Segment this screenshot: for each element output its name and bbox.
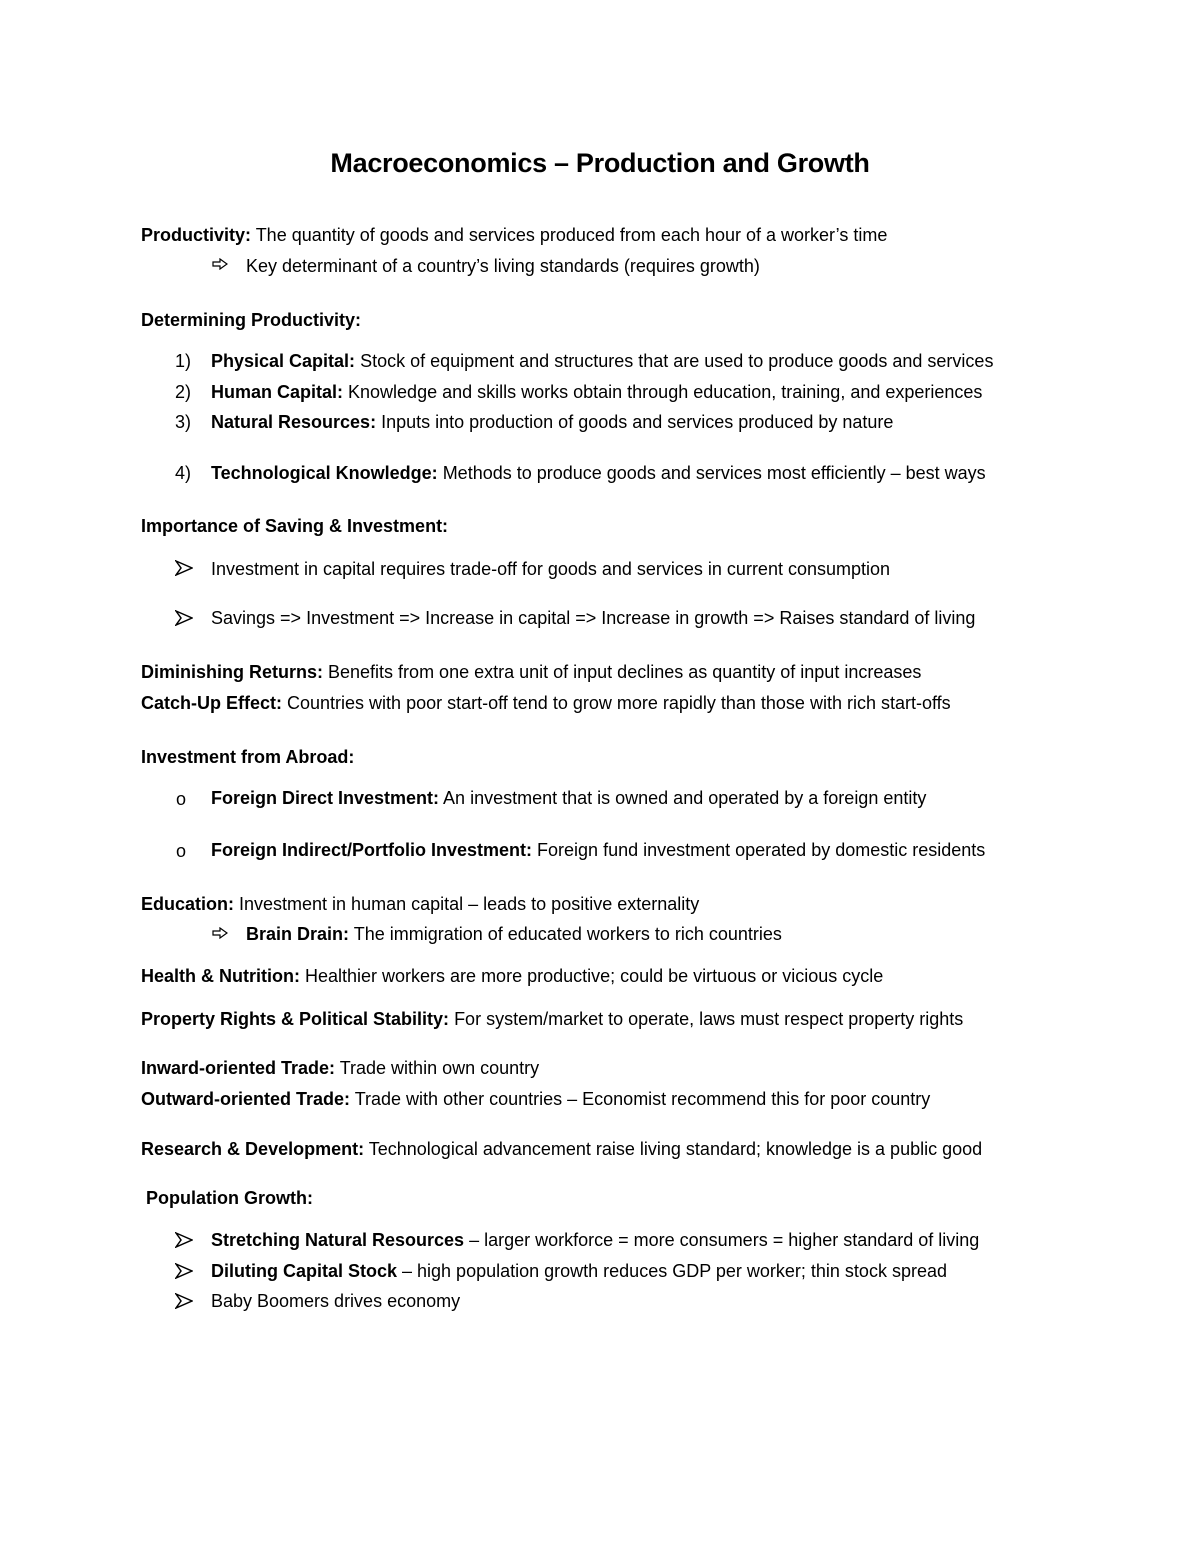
- list-number: 1): [175, 351, 192, 371]
- catch-up-line: [141, 692, 951, 714]
- research-term: Research & Development:: [141, 1139, 365, 1159]
- property-text: For system/market to operate, laws must respect property rights: [449, 1009, 964, 1029]
- abroad-heading: Investment from Abroad:: [141, 747, 355, 767]
- abroad-item-text: Foreign fund investment operated by domestic residents: [532, 840, 986, 860]
- education-text: Investment in human capital – leads to positive externality: [234, 894, 700, 914]
- population-item-text: – larger workforce = more consumers = higher standard of living: [464, 1230, 980, 1250]
- population-item-text: – high population growth reduces GDP per worker; thin stock spread: [397, 1261, 947, 1281]
- health-line: [141, 965, 883, 987]
- arrowhead-bullet-icon: [175, 1232, 193, 1248]
- population-item-term: Diluting Capital Stock: [211, 1261, 398, 1281]
- list-item-text: Inputs into production of goods and services produced by nature: [376, 412, 894, 432]
- list-item-term: Physical Capital:: [211, 351, 356, 371]
- brain-drain-line: [246, 923, 782, 945]
- arrowhead-bullet-icon: [175, 610, 193, 626]
- health-text: Healthier workers are more productive; could be virtuous or vicious cycle: [300, 966, 884, 986]
- abroad-item-text: An investment that is owned and operated by a foreign entity: [439, 788, 927, 808]
- list-item-text: Knowledge and skills works obtain through education, training, and experiences: [343, 382, 983, 402]
- diminishing-returns-line: [141, 661, 921, 683]
- list-item-physical-capital: [211, 350, 993, 372]
- abroad-item-portfolio: [211, 839, 985, 861]
- list-number: 3): [175, 412, 192, 432]
- determining-heading: Determining Productivity:: [141, 310, 362, 330]
- productivity-subpoint: Key determinant of a country’s living standards (requires growth): [246, 256, 760, 276]
- outline-right-arrow-icon: [212, 927, 228, 939]
- catch-up-text: Countries with poor start-off tend to grow more rapidly than those with rich start-offs: [282, 693, 951, 713]
- population-item: [211, 1260, 947, 1282]
- outline-right-arrow-icon: [212, 258, 228, 270]
- list-item-term: Technological Knowledge:: [211, 463, 438, 483]
- arrowhead-bullet-icon: [175, 1263, 193, 1279]
- list-item-natural-resources: [211, 411, 893, 433]
- research-text: Technological advancement raise living standard; knowledge is a public good: [364, 1139, 983, 1159]
- saving-heading: Importance of Saving & Investment:: [141, 516, 449, 536]
- list-item-text: Methods to produce goods and services most efficiently – best ways: [437, 463, 986, 483]
- list-item-human-capital: [211, 381, 982, 403]
- abroad-item-term: Foreign Direct Investment:: [211, 788, 440, 808]
- list-number: 4): [175, 463, 192, 483]
- population-item: [211, 1229, 979, 1251]
- diminishing-text: Benefits from one extra unit of input declines as quantity of input increases: [323, 662, 922, 682]
- population-item: [211, 1290, 460, 1312]
- population-item-term: Stretching Natural Resources: [211, 1230, 465, 1250]
- productivity-term: Productivity:: [141, 225, 252, 245]
- abroad-item-term: Foreign Indirect/Portfolio Investment:: [211, 840, 533, 860]
- circle-bullet: o: [176, 841, 187, 861]
- education-term: Education:: [141, 894, 234, 914]
- circle-bullet: o: [176, 789, 187, 809]
- inward-text: Trade within own country: [335, 1058, 540, 1078]
- brain-drain-term: Brain Drain:: [246, 924, 350, 944]
- population-heading: Population Growth:: [146, 1188, 313, 1208]
- education-line: [141, 893, 699, 915]
- research-line: [141, 1138, 982, 1160]
- property-term: Property Rights & Political Stability:: [141, 1009, 450, 1029]
- health-term: Health & Nutrition:: [141, 966, 300, 986]
- list-item-term: Human Capital:: [211, 382, 344, 402]
- outward-trade-line: [141, 1088, 930, 1110]
- inward-term: Inward-oriented Trade:: [141, 1058, 336, 1078]
- productivity-line: [141, 224, 887, 246]
- catch-up-term: Catch-Up Effect:: [141, 693, 283, 713]
- inward-trade-line: [141, 1057, 539, 1079]
- page-title: Macroeconomics – Production and Growth: [330, 148, 870, 178]
- list-item-technological-knowledge: [211, 462, 986, 484]
- outward-term: Outward-oriented Trade:: [141, 1089, 351, 1109]
- list-item-text: Stock of equipment and structures that are used to produce goods and services: [355, 351, 994, 371]
- arrowhead-bullet-icon: [175, 560, 193, 576]
- property-line: [141, 1008, 963, 1030]
- saving-item: Investment in capital requires trade-off for goods and services in current consumption: [211, 559, 891, 579]
- brain-drain-text: The immigration of educated workers to rich countries: [349, 924, 782, 944]
- productivity-definition: The quantity of goods and services produced from each hour of a worker’s time: [251, 225, 888, 245]
- list-number: 2): [175, 382, 192, 402]
- diminishing-term: Diminishing Returns:: [141, 662, 324, 682]
- arrowhead-bullet-icon: [175, 1293, 193, 1309]
- outward-text: Trade with other countries – Economist recommend this for poor country: [350, 1089, 931, 1109]
- population-item-text: Baby Boomers drives economy: [211, 1291, 461, 1311]
- abroad-item-fdi: [211, 787, 926, 809]
- saving-item: Savings => Investment => Increase in capital => Increase in growth => Raises standard of living: [211, 608, 976, 628]
- list-item-term: Natural Resources:: [211, 412, 377, 432]
